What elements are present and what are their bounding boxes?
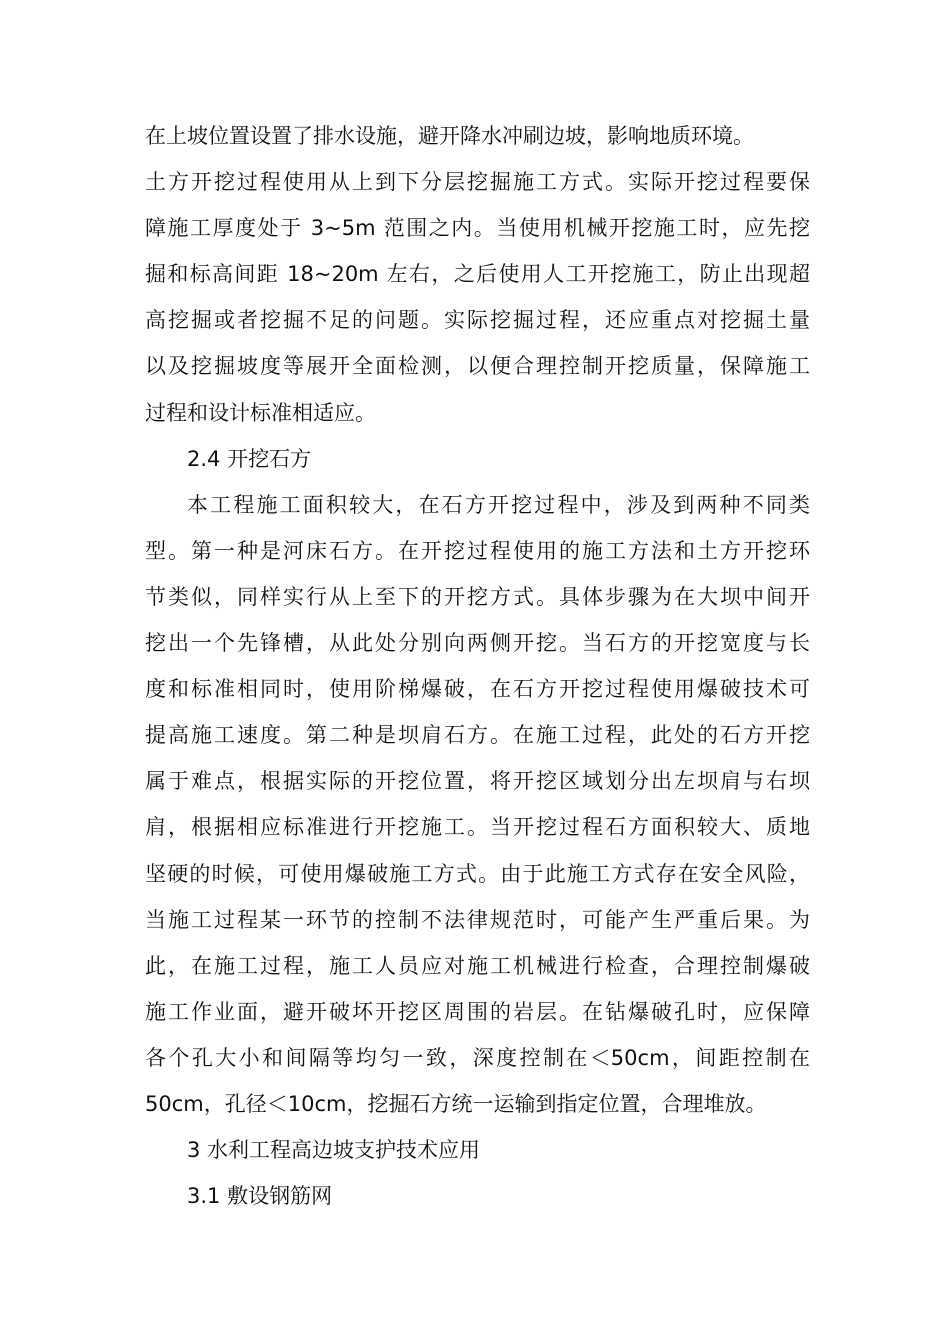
text-line: 度和标准相同时，使用阶梯爆破，在石方开挖过程使用爆破技术可 bbox=[145, 677, 810, 702]
text-line: 高挖掘或者挖掘不足的问题。实际挖掘过程，还应重点对挖掘土量 bbox=[145, 308, 810, 333]
section-heading: 3.1 敷设钢筋网 bbox=[187, 1184, 333, 1209]
text-line: 本工程施工面积较大，在石方开挖过程中，涉及到两种不同类 bbox=[187, 492, 810, 517]
text-line: 此，在施工过程，施工人员应对施工机械进行检查，合理控制爆破 bbox=[145, 953, 810, 978]
text-line: 障施工厚度处于 3~5m 范围之内。当使用机械开挖施工时，应先挖 bbox=[145, 216, 810, 241]
document-body bbox=[145, 113, 810, 1219]
text-line: 土方开挖过程使用从上到下分层挖掘施工方式。实际开挖过程要保 bbox=[145, 170, 810, 195]
text-line: 节类似，同样实行从上至下的开挖方式。具体步骤为在大坝中间开 bbox=[145, 584, 810, 609]
text-line: 各个孔大小和间隔等均匀一致，深度控制在＜50cm，间距控制在 bbox=[145, 1045, 810, 1070]
text-line: 在上坡位置设置了排水设施，避开降水冲刷边坡，影响地质环境。 bbox=[145, 124, 754, 148]
text-line: 施工作业面，避开破坏开挖区周围的岩层。在钻爆破孔时，应保障 bbox=[145, 999, 810, 1024]
text-line: 过程和设计标准相适应。 bbox=[145, 400, 376, 425]
text-line: 以及挖掘坡度等展开全面检测，以便合理控制开挖质量，保障施工 bbox=[145, 354, 810, 379]
text-line: 提高施工速度。第二种是坝肩石方。在施工过程，此处的石方开挖 bbox=[145, 723, 810, 748]
text-line: 肩，根据相应标准进行开挖施工。当开挖过程石方面积较大、质地 bbox=[145, 815, 810, 840]
text-line: 型。第一种是河床石方。在开挖过程使用的施工方法和土方开挖环 bbox=[145, 538, 810, 563]
section-heading: 2.4 开挖石方 bbox=[187, 446, 312, 471]
section-heading: 3 水利工程高边坡支护技术应用 bbox=[187, 1138, 481, 1163]
text-line: 50cm，孔径＜10cm，挖掘石方统一运输到指定位置，合理堆放。 bbox=[145, 1091, 767, 1116]
text-line: 掘和标高间距 18~20m 左右，之后使用人工开挖施工，防止出现超 bbox=[145, 262, 810, 287]
text-line: 属于难点，根据实际的开挖位置，将开挖区域划分出左坝肩与右坝 bbox=[145, 769, 810, 794]
text-line: 挖出一个先锋槽，从此处分别向两侧开挖。当石方的开挖宽度与长 bbox=[145, 631, 810, 656]
text-line: 当施工过程某一环节的控制不法律规范时，可能产生严重后果。为 bbox=[145, 907, 810, 932]
text-line: 坚硬的时候，可使用爆破施工方式。由于此施工方式存在安全风险， bbox=[145, 861, 810, 886]
